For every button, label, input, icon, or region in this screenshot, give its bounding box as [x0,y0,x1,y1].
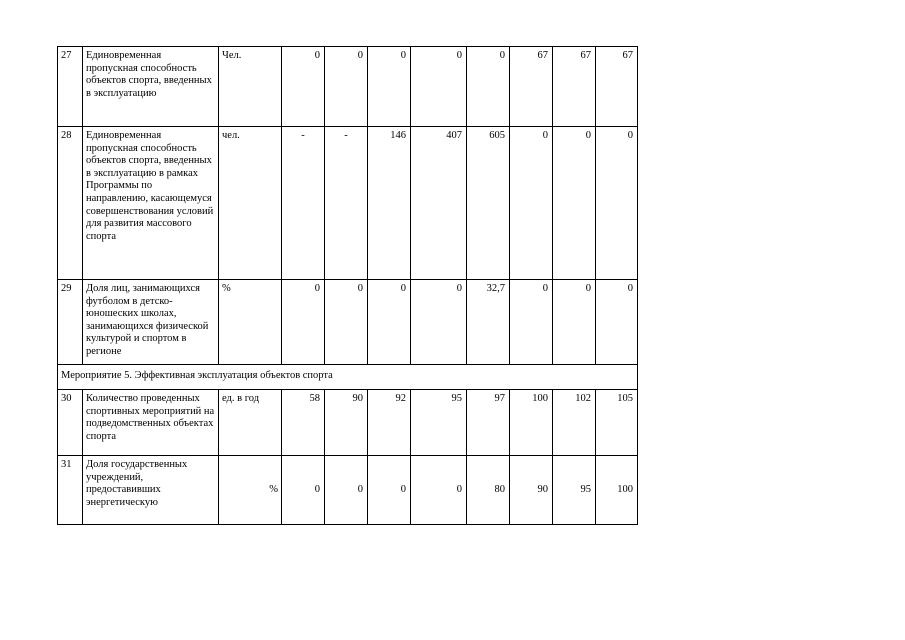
row-number: 28 [58,127,83,280]
value-cell: 0 [368,280,411,365]
value-cell: 67 [596,47,638,127]
indicator-name: Единовременная пропускная способность объектов спорта, введенных в эксплуатацию [83,47,219,127]
unit-cell: % [219,456,282,525]
value-cell: 0 [596,127,638,280]
value-cell: - [325,127,368,280]
value-cell: 67 [510,47,553,127]
row-number: 31 [58,456,83,525]
indicator-name: Доля лиц, занимающихся футболом в детско-юношеских школах, занимающихся физической культурой и спортом в регионе [83,280,219,365]
value-cell: 0 [282,280,325,365]
value-cell: - [282,127,325,280]
value-cell: 0 [325,47,368,127]
value-cell: 0 [325,456,368,525]
table-row [58,47,638,127]
value-cell: 32,7 [467,280,510,365]
indicator-name: Единовременная пропускная способность объектов спорта, введенных в эксплуатацию в рамках Программы по направлению, касающемуся совершенствования условий для развития массового спорта [83,127,219,280]
value-cell: 0 [411,47,467,127]
value-cell: 92 [368,390,411,456]
unit-cell: чел. [219,127,282,280]
value-cell: 0 [325,280,368,365]
value-cell: 100 [596,456,638,525]
value-cell: 605 [467,127,510,280]
value-cell: 146 [368,127,411,280]
indicator-name: Доля государственных учреждений, предоставивших энергетическую [83,456,219,525]
indicator-name: Количество проведенных спортивных мероприятий на подведомственных объектах спорта [83,390,219,456]
value-cell: 0 [411,456,467,525]
value-cell: 102 [553,390,596,456]
value-cell: 95 [553,456,596,525]
value-cell: 0 [553,127,596,280]
section-title: Мероприятие 5. Эффективная эксплуатация объектов спорта [58,365,638,390]
value-cell: 407 [411,127,467,280]
value-cell: 90 [325,390,368,456]
row-number: 29 [58,280,83,365]
value-cell: 0 [368,456,411,525]
value-cell: 80 [467,456,510,525]
row-number: 30 [58,390,83,456]
table-row [58,280,638,365]
value-cell: 0 [553,280,596,365]
section-row [58,365,638,390]
value-cell: 105 [596,390,638,456]
value-cell: 97 [467,390,510,456]
value-cell: 67 [553,47,596,127]
table-row [58,127,638,280]
value-cell: 0 [510,127,553,280]
indicators-table [57,46,638,525]
value-cell: 0 [596,280,638,365]
table-row [58,456,638,525]
value-cell: 0 [510,280,553,365]
row-number: 27 [58,47,83,127]
value-cell: 0 [467,47,510,127]
value-cell: 0 [411,280,467,365]
unit-cell: % [219,280,282,365]
unit-cell: Чел. [219,47,282,127]
table-row [58,390,638,456]
value-cell: 95 [411,390,467,456]
unit-cell: ед. в год [219,390,282,456]
value-cell: 0 [368,47,411,127]
value-cell: 100 [510,390,553,456]
value-cell: 0 [282,47,325,127]
value-cell: 90 [510,456,553,525]
value-cell: 58 [282,390,325,456]
value-cell: 0 [282,456,325,525]
